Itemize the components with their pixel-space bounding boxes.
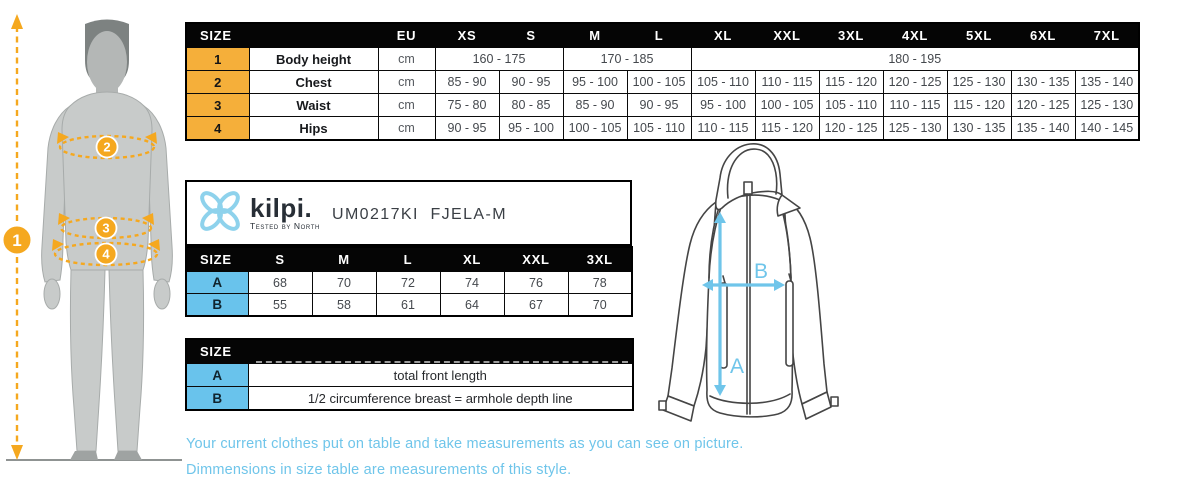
- cell-value: 95 - 100: [499, 117, 563, 141]
- cell-value: 180 - 195: [691, 48, 1139, 71]
- col-size: SIZE: [186, 247, 248, 272]
- col-xxl: XXL: [504, 247, 568, 272]
- arrow-down-icon: [11, 445, 23, 460]
- legend-row-b: [186, 387, 633, 411]
- cell-value: 130 - 135: [1011, 71, 1075, 94]
- table-row-body-height: [186, 48, 1139, 71]
- cell-value: 70: [568, 294, 632, 317]
- cell-value: 76: [504, 272, 568, 294]
- table-row-a: [186, 272, 632, 294]
- row-label: Waist: [249, 94, 378, 117]
- cell-value: 170 - 185: [563, 48, 691, 71]
- col-6xl: 6XL: [1011, 23, 1075, 48]
- cell-value: 125 - 130: [1075, 94, 1139, 117]
- brand-name: kilpi.: [250, 192, 313, 223]
- body-size-table-header: [186, 23, 1139, 48]
- legend-description: 1/2 circumference breast = armhole depth line: [248, 387, 633, 411]
- col-size: SIZE: [186, 23, 378, 48]
- row-label-b: B: [186, 387, 248, 411]
- cell-value: 110 - 115: [755, 71, 819, 94]
- cell-value: 67: [504, 294, 568, 317]
- human-figure-illustration: [0, 8, 185, 480]
- row-label-a: A: [186, 364, 248, 387]
- col-xl: XL: [440, 247, 504, 272]
- cell-value: 120 - 125: [1011, 94, 1075, 117]
- cell-value: 110 - 115: [691, 117, 755, 141]
- cell-value: 90 - 95: [627, 94, 691, 117]
- measurement-legend-table: [185, 338, 634, 411]
- cell-value: 61: [376, 294, 440, 317]
- marker-2-label: 2: [103, 139, 111, 155]
- cell-value: 160 - 175: [435, 48, 563, 71]
- cell-value: 125 - 130: [947, 71, 1011, 94]
- body-size-table: [185, 22, 1140, 141]
- brand-text: [250, 192, 320, 231]
- right-pocket: [786, 281, 793, 366]
- cell-value: 70: [312, 272, 376, 294]
- cell-value: 80 - 85: [499, 94, 563, 117]
- cell-value: 55: [248, 294, 312, 317]
- col-l: L: [627, 23, 691, 48]
- legend-description: total front length: [248, 364, 633, 387]
- brand-header-box: [185, 180, 632, 246]
- product-size-table: [185, 246, 633, 317]
- jacket-label-b: B: [754, 260, 769, 283]
- row-number: 2: [186, 71, 249, 94]
- table-row-waist: [186, 94, 1139, 117]
- jacket-label-a: A: [730, 355, 745, 378]
- zipper-garage: [744, 182, 752, 194]
- brand-tagline: Tested by North: [250, 220, 320, 231]
- table-row-hips: [186, 117, 1139, 141]
- cell-value: 58: [312, 294, 376, 317]
- right-cuff-tab: [831, 397, 838, 406]
- col-s: S: [499, 23, 563, 48]
- cell-value: 72: [376, 272, 440, 294]
- right-leg: [109, 270, 144, 451]
- col-s: S: [248, 247, 312, 272]
- header-spacer: [248, 339, 633, 364]
- jacket-illustration: [650, 138, 900, 428]
- col-m: M: [312, 247, 376, 272]
- row-unit: cm: [378, 94, 435, 117]
- legend-row-a: [186, 364, 633, 387]
- col-m: M: [563, 23, 627, 48]
- cell-value: 90 - 95: [435, 117, 499, 141]
- cell-value: 85 - 90: [435, 71, 499, 94]
- col-xs: XS: [435, 23, 499, 48]
- cell-value: 75 - 80: [435, 94, 499, 117]
- footnote: [186, 431, 846, 483]
- col-xl: XL: [691, 23, 755, 48]
- col-7xl: 7XL: [1075, 23, 1139, 48]
- marker-1-label: 1: [12, 231, 22, 251]
- cell-value: 78: [568, 272, 632, 294]
- body-silhouette: [42, 20, 173, 461]
- left-leg: [70, 270, 105, 451]
- table-row-b: [186, 294, 632, 317]
- cell-value: 95 - 100: [691, 94, 755, 117]
- cell-value: 130 - 135: [947, 117, 1011, 141]
- brand-lockup: [196, 188, 320, 238]
- row-label: Body height: [249, 48, 378, 71]
- row-unit: cm: [378, 71, 435, 94]
- cell-value: 105 - 110: [691, 71, 755, 94]
- cell-value: 68: [248, 272, 312, 294]
- cell-value: 74: [440, 272, 504, 294]
- arrow-up-icon: [11, 14, 23, 29]
- row-number: 1: [186, 48, 249, 71]
- marker-3-label: 3: [102, 220, 110, 236]
- marker-4-label: 4: [102, 246, 110, 262]
- cell-value: 100 - 105: [755, 94, 819, 117]
- cell-value: 100 - 105: [627, 71, 691, 94]
- row-number: 4: [186, 117, 249, 141]
- table-row-chest: [186, 71, 1139, 94]
- row-label: Chest: [249, 71, 378, 94]
- cell-value: 95 - 100: [563, 71, 627, 94]
- cell-value: 125 - 130: [883, 117, 947, 141]
- cell-value: 135 - 140: [1075, 71, 1139, 94]
- cell-value: 90 - 95: [499, 71, 563, 94]
- product-table-header: [186, 247, 632, 272]
- row-label: Hips: [249, 117, 378, 141]
- row-label-a: A: [186, 272, 248, 294]
- left-cuff-tab: [659, 401, 666, 410]
- cell-value: 105 - 110: [819, 94, 883, 117]
- col-5xl: 5XL: [947, 23, 1011, 48]
- row-unit: cm: [378, 117, 435, 141]
- jacket-outline: [659, 144, 838, 421]
- cell-value: 110 - 115: [883, 94, 947, 117]
- col-3xl: 3XL: [819, 23, 883, 48]
- cell-value: 120 - 125: [819, 117, 883, 141]
- col-4xl: 4XL: [883, 23, 947, 48]
- row-unit: cm: [378, 48, 435, 71]
- col-l: L: [376, 247, 440, 272]
- cell-value: 105 - 110: [627, 117, 691, 141]
- legend-dashed-rule: [256, 361, 628, 363]
- col-eu: EU: [378, 23, 435, 48]
- kilpi-logo-icon: [196, 188, 244, 238]
- left-foot: [70, 451, 98, 460]
- footnote-line-1: Your current clothes put on table and take measurements as you can see on picture.: [186, 436, 744, 452]
- col-xxl: XXL: [755, 23, 819, 48]
- cell-value: 115 - 120: [755, 117, 819, 141]
- product-code: UM0217KI FJELA-M: [332, 206, 507, 223]
- col-size: SIZE: [186, 339, 248, 364]
- cell-value: 64: [440, 294, 504, 317]
- col-3xl: 3XL: [568, 247, 632, 272]
- cell-value: 100 - 105: [563, 117, 627, 141]
- cell-value: 120 - 125: [883, 71, 947, 94]
- cell-value: 135 - 140: [1011, 117, 1075, 141]
- cell-value: 140 - 145: [1075, 117, 1139, 141]
- row-label-b: B: [186, 294, 248, 317]
- cell-value: 115 - 120: [819, 71, 883, 94]
- row-number: 3: [186, 94, 249, 117]
- legend-table-header: [186, 339, 633, 364]
- cell-value: 85 - 90: [563, 94, 627, 117]
- cell-value: 115 - 120: [947, 94, 1011, 117]
- right-hand: [154, 279, 170, 309]
- left-hand: [44, 279, 60, 309]
- right-foot: [114, 451, 142, 460]
- footnote-line-2: Dimmensions in size table are measurements of this style.: [186, 462, 572, 478]
